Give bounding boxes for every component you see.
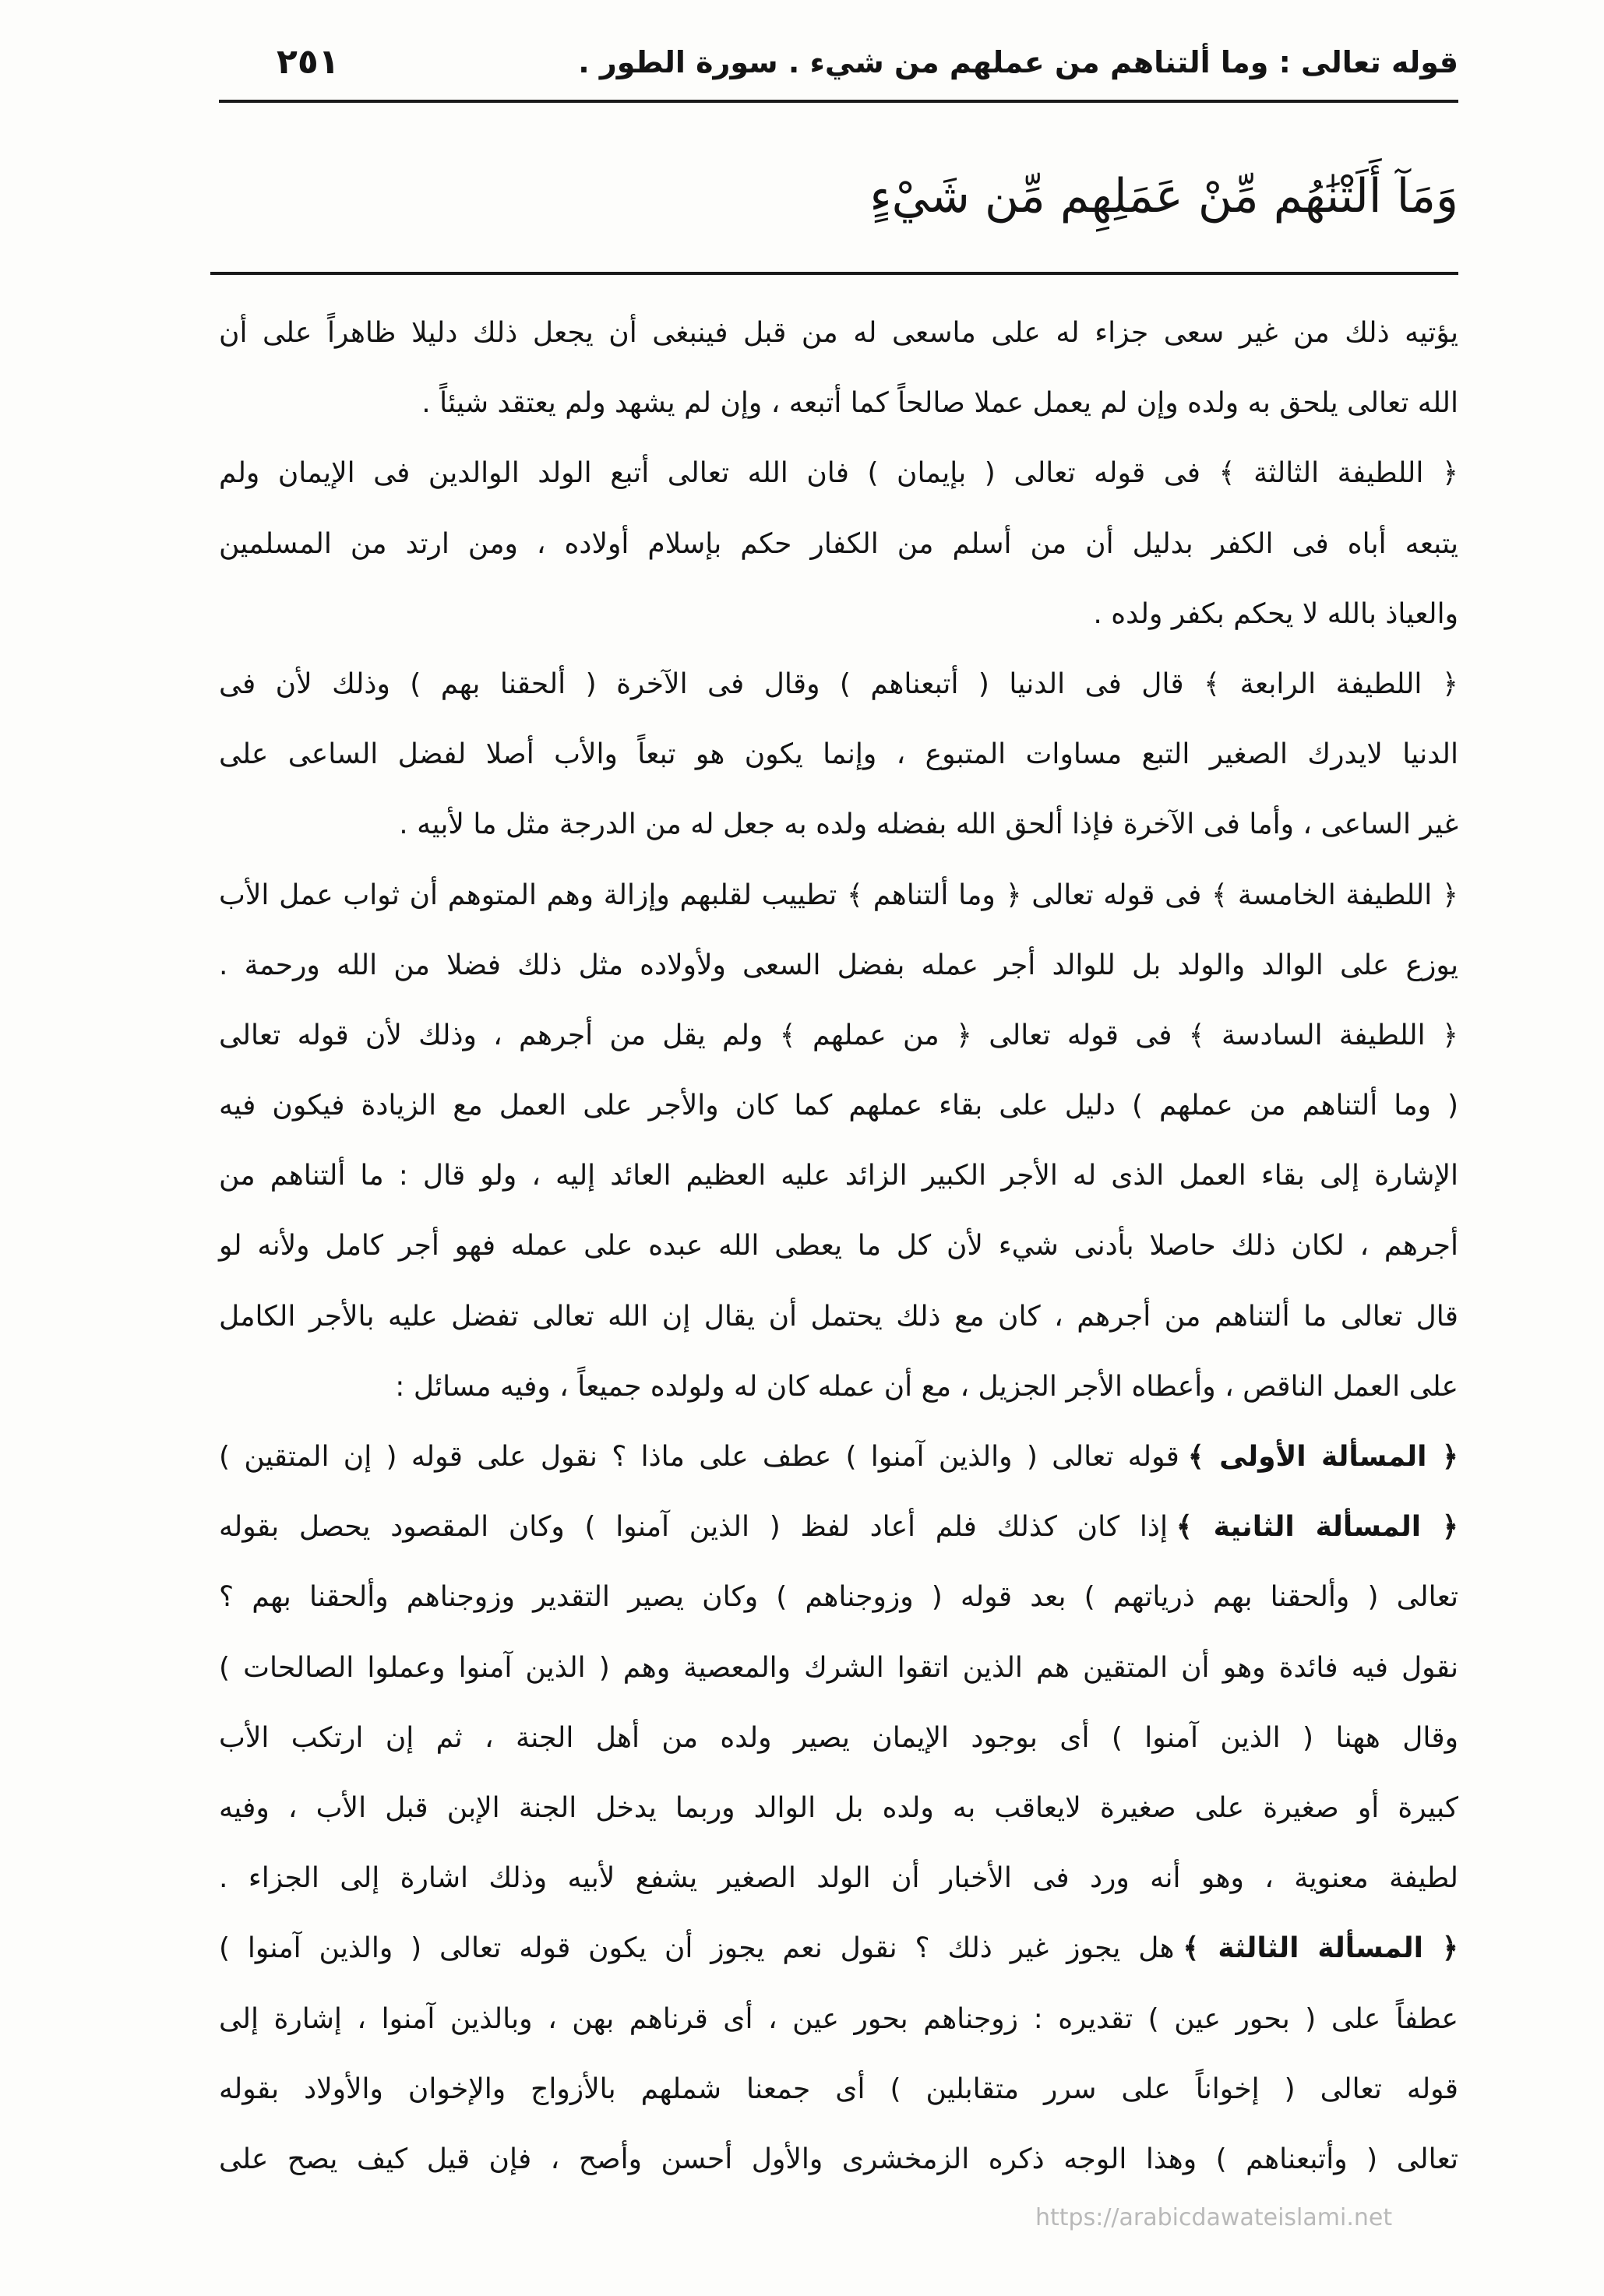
body-line: الإشارة إلى بقاء العمل الذى له الأجر الكبير الزائد عليه العظيم العائد إليه ، ولو قال : ما ألتناهم من xyxy=(219,1160,1458,1192)
body-line: يوزع على الوالد والولد بل للوالد أجر عمله بفضل السعى ولأولاده مثل ذلك فضلا من الله ورحمة . xyxy=(219,949,1458,981)
body-line: ﴿ اللطيفة الرابعة ﴾ قال فى الدنيا ( أتبعناهم ) وقال فى الآخرة ( ألحقنا بهم ) وذلك لأن فى xyxy=(219,667,1458,700)
body-line: ﴿ اللطيفة الخامسة ﴾ فى قوله تعالى ﴿ وما ألتناهم ﴾ تطييب لقلبهم وإزالة وهم المتوهم أن ثواب عمل الأب xyxy=(219,879,1458,911)
body-line: والعياذ بالله لا يحكم بكفر ولده . xyxy=(1093,597,1458,630)
body-line: عطفاً على ( بحور عين ) تقديره : زوجناهم بحور عين ، أى قرناهم بهن ، وبالذين آمنوا ، إشارة إلى xyxy=(219,2002,1458,2035)
running-header xyxy=(219,31,1458,93)
body-line xyxy=(219,1914,1458,1984)
section-heading: ﴿ المسألة الثانية ﴾ xyxy=(1176,1511,1458,1544)
section-text: إذا كان كذلك فلم أعاد لفظ ( الذين آمنوا ) وكان المقصود يحصل بقوله xyxy=(219,1511,1168,1544)
header-text xyxy=(578,31,1458,93)
body-line: ( وما ألتناهم من عملهم ) دليل على بقاء عملهم كما كان والأجر على العمل مع الزيادة فيكون فيه xyxy=(219,1090,1458,1122)
body-line: تعالى ( وأتبعناهم ) وهذا الوجه ذكره الزمخشرى والأول أحسن وأصح ، فإن قيل كيف يصح على xyxy=(219,2143,1458,2175)
body-line xyxy=(219,1492,1458,1562)
section-text: هل يجوز غير ذلك ؟ نقول نعم يجوز أن يكون قوله تعالى ( والذين آمنوا ) xyxy=(219,1932,1175,1965)
body-line: يؤتيه ذلك من غير سعى جزاء له على ماسعى له من قبل فينبغى أن يجعل ذلك دليلا ظاهراً على أن xyxy=(219,317,1458,349)
header-divider xyxy=(219,100,1458,103)
body-line: نقول فيه فائدة وهو أن المتقين هم الذين اتقوا الشرك والمعصية وهم ( الذين آمنوا وعملوا الصالحات ) xyxy=(219,1651,1458,1684)
body-line: يتبعه أباه فى الكفر بدليل أن من أسلم من الكفار حكم بإسلام أولاده ، ومن ارتد من المسلمين xyxy=(219,527,1458,560)
body-line xyxy=(219,1422,1458,1492)
watermark-url: https://arabicdawateislami.net xyxy=(1035,2204,1393,2231)
body-line: غير الساعى ، وأما فى الآخرة فإذا ألحق الله بفضله ولده به جعل له من الدرجة مثل ما لأبيه . xyxy=(399,808,1458,841)
section-heading: ﴿ المسألة الثالثة ﴾ xyxy=(1183,1932,1458,1965)
body-line: أجرهم ، لكان ذلك حاصلا بأدنى شيء لأن كل ما يعطى الله عبده على عمله فهو أجر كامل ولأنه لو xyxy=(219,1230,1458,1262)
body-line: على العمل الناقص ، وأعطاه الأجر الجزيل ، مع أن عمله كان له ولولده جميعاً ، وفيه مسائل : xyxy=(395,1370,1458,1403)
header-label: قوله تعالى : xyxy=(1278,45,1458,79)
header-title: وما ألتناهم من عملهم من شيء . سورة الطور . xyxy=(578,45,1269,79)
body-line: ﴿ اللطيفة الثالثة ﴾ فى قوله تعالى ( بإيمان ) فان الله تعالى أتبع الولد الوالدين فى الإيمان ولم xyxy=(219,457,1458,490)
body-line: قوله تعالى ( إخواناً على سرر متقابلين ) أى جمعنا شملهم بالأزواج والإخوان والأولاد بقوله xyxy=(219,2072,1458,2105)
body-line: ﴿ اللطيفة السادسة ﴾ فى قوله تعالى ﴿ من عملهم ﴾ ولم يقل من أجرهم ، وذلك لأن قوله تعالى xyxy=(219,1019,1458,1051)
body-line: لطيفة معنوية ، وهو أنه ورد فى الأخبار أن الولد الصغير يشفع لأبيه وذلك اشارة إلى الجزاء . xyxy=(219,1862,1458,1895)
verse-heading: وَمَآ أَلَتْنَٰهُم مِّنْ عَمَلِهِم مِّن شَيْءٍ xyxy=(869,169,1458,224)
body-line: تعالى ( وألحقنا بهم ذرياتهم ) بعد قوله ( وزوجناهم ) وكان يصير التقدير وزوجناهم وألحقنا بهم ؟ xyxy=(219,1581,1458,1614)
verse-divider xyxy=(210,272,1458,275)
body-line: قال تعالى ما ألتناهم من أجرهم ، كان مع ذلك يحتمل أن يقال إن الله تعالى تفضل عليه بالأجر الكامل xyxy=(219,1300,1458,1333)
body-line: وقال ههنا ( الذين آمنوا ) أى بوجود الإيمان يصير ولده من أهل الجنة ، ثم إن ارتكب الأب xyxy=(219,1721,1458,1754)
body-line: الدنيا لايدرك الصغير التبع مساوات المتبوع ، وإنما يكون هو تبعاً والأب أصلا لفضل الساعى على xyxy=(219,738,1458,771)
section-heading: ﴿ المسألة الأولى ﴾ xyxy=(1187,1441,1458,1473)
body-text xyxy=(219,298,1458,2195)
section-text: قوله تعالى ( والذين آمنوا ) عطف على ماذا ؟ نقول على قوله ( إن المتقين ) xyxy=(219,1441,1179,1473)
body-line: كبيرة أو صغيرة على صغيرة لايعاقب به ولده بل الوالد وربما يدخل الجنة الإبن قبل الأب ، وفيه xyxy=(219,1791,1458,1824)
page-number: ٢٥١ xyxy=(277,42,340,82)
body-line: الله تعالى يلحق به ولده وإن لم يعمل عملا صالحاً كما أتبعه ، وإن لم يشهد ولم يعتقد شيئاً . xyxy=(421,387,1458,420)
